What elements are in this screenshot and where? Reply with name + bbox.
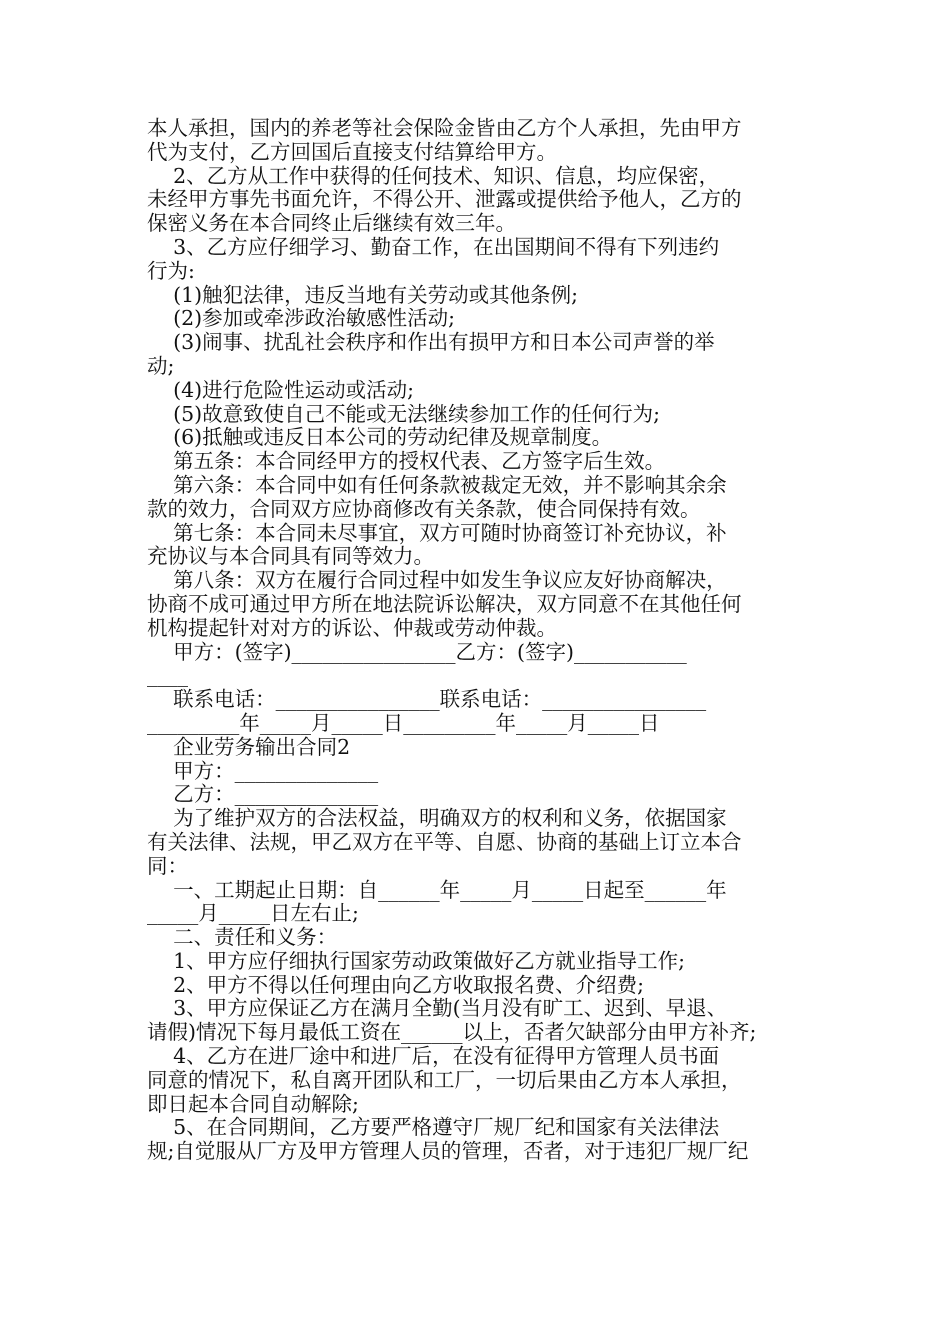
- text-line: 动;: [147, 353, 175, 378]
- signature-line: 甲方：(签字)________________乙方：(签字)___________: [147, 639, 687, 664]
- section-title: 企业劳务输出合同2: [147, 734, 351, 759]
- party-b-line: 乙方：______________: [147, 782, 379, 807]
- text-line: 协商不成可通过甲方所在地法院诉讼解决，双方同意不在其他任何: [147, 591, 742, 616]
- text-line: 行为:: [147, 258, 195, 283]
- party-a-line: 甲方：______________: [147, 758, 379, 783]
- phone-line: 联系电话：________________联系电话：________________: [147, 687, 707, 712]
- text-line: 即日起本合同自动解除;: [147, 1091, 359, 1116]
- date-line: _________年_____月_____日_________年_____月_____日: [147, 710, 660, 735]
- text-line: (5)故意致使自己不能或无法继续参加工作的任何行为;: [147, 401, 661, 426]
- text-line: _____月_____日左右止;: [147, 901, 359, 926]
- text-line: 代为支付，乙方回国后直接支付结算给甲方。: [147, 139, 557, 164]
- text-line: 款的效力，合同双方应协商修改有关条款，使合同保持有效。: [147, 496, 701, 521]
- text-line: 第六条：本合同中如有任何条款被裁定无效，并不影响其余余: [147, 472, 727, 497]
- text-line: (6)抵触或违反日本公司的劳动纪律及规章制度。: [147, 425, 613, 450]
- text-line: 二、责任和义务：: [147, 925, 338, 950]
- text-line: 2、乙方从工作中获得的任何技术、知识、信息，均应保密，: [147, 163, 720, 188]
- text-line: 4、乙方在进厂途中和进厂后，在没有征得甲方管理人员书面: [147, 1044, 720, 1069]
- text-line: 有关法律、法规，甲乙双方在平等、自愿、协商的基础上订立本合: [147, 829, 742, 854]
- text-line: 3、乙方应仔细学习、勤奋工作，在出国期间不得有下列违约: [147, 234, 720, 259]
- text-line: 请假)情况下每月最低工资在______以上，否者欠缺部分由甲方补齐;: [147, 1020, 757, 1045]
- text-line: 未经甲方事先书面允许，不得公开、泄露或提供给予他人，乙方的: [147, 187, 742, 212]
- text-line: (2)参加或牵涉政治敏感性活动;: [147, 306, 456, 331]
- text-line: 2、甲方不得以任何理由向乙方收取报名费、介绍费;: [147, 972, 645, 997]
- text-line: 5、在合同期间，乙方要严格遵守厂规厂纪和国家有关法律法: [147, 1115, 720, 1140]
- text-line: 本人承担，国内的养老等社会保险金皆由乙方个人承担，先由甲方: [147, 116, 742, 140]
- text-line: (1)触犯法律，违反当地有关劳动或其他条例;: [147, 282, 579, 307]
- text-line: 机构提起针对对方的诉讼、仲裁或劳动仲裁。: [147, 615, 557, 640]
- text-line: 保密义务在本合同终止后继续有效三年。: [147, 211, 516, 236]
- text-line: 一、工期起止日期：自______年_____月_____日起至______年: [147, 877, 727, 902]
- signature-line-continued: ____: [147, 663, 188, 688]
- text-line: 规;自觉服从厂方及甲方管理人员的管理，否者，对于违犯厂规厂纪: [147, 1139, 749, 1164]
- text-line: (4)进行危险性运动或活动;: [147, 377, 415, 402]
- text-line: 1、甲方应仔细执行国家劳动政策做好乙方就业指导工作;: [147, 948, 686, 973]
- text-line: 第七条：本合同未尽事宜，双方可随时协商签订补充协议，补: [147, 520, 727, 545]
- text-line: 3、甲方应保证乙方在满月全勤(当月没有旷工、迟到、早退、: [147, 996, 728, 1021]
- text-line: (3)闹事、扰乱社会秩序和作出有损甲方和日本公司声誉的举: [147, 330, 715, 355]
- text-line: 同：: [147, 853, 188, 878]
- text-line: 第五条：本合同经甲方的授权代表、乙方签字后生效。: [147, 449, 666, 474]
- text-line: 同意的情况下，私自离开团队和工厂，一切后果由乙方本人承担，: [147, 1067, 742, 1092]
- text-line: 第八条：双方在履行合同过程中如发生争议应友好协商解决，: [147, 568, 727, 593]
- text-line: 充协议与本合同具有同等效力。: [147, 544, 434, 569]
- document-body: [147, 117, 809, 1164]
- text-line: 为了维护双方的合法权益，明确双方的权利和义务，依据国家: [147, 806, 727, 831]
